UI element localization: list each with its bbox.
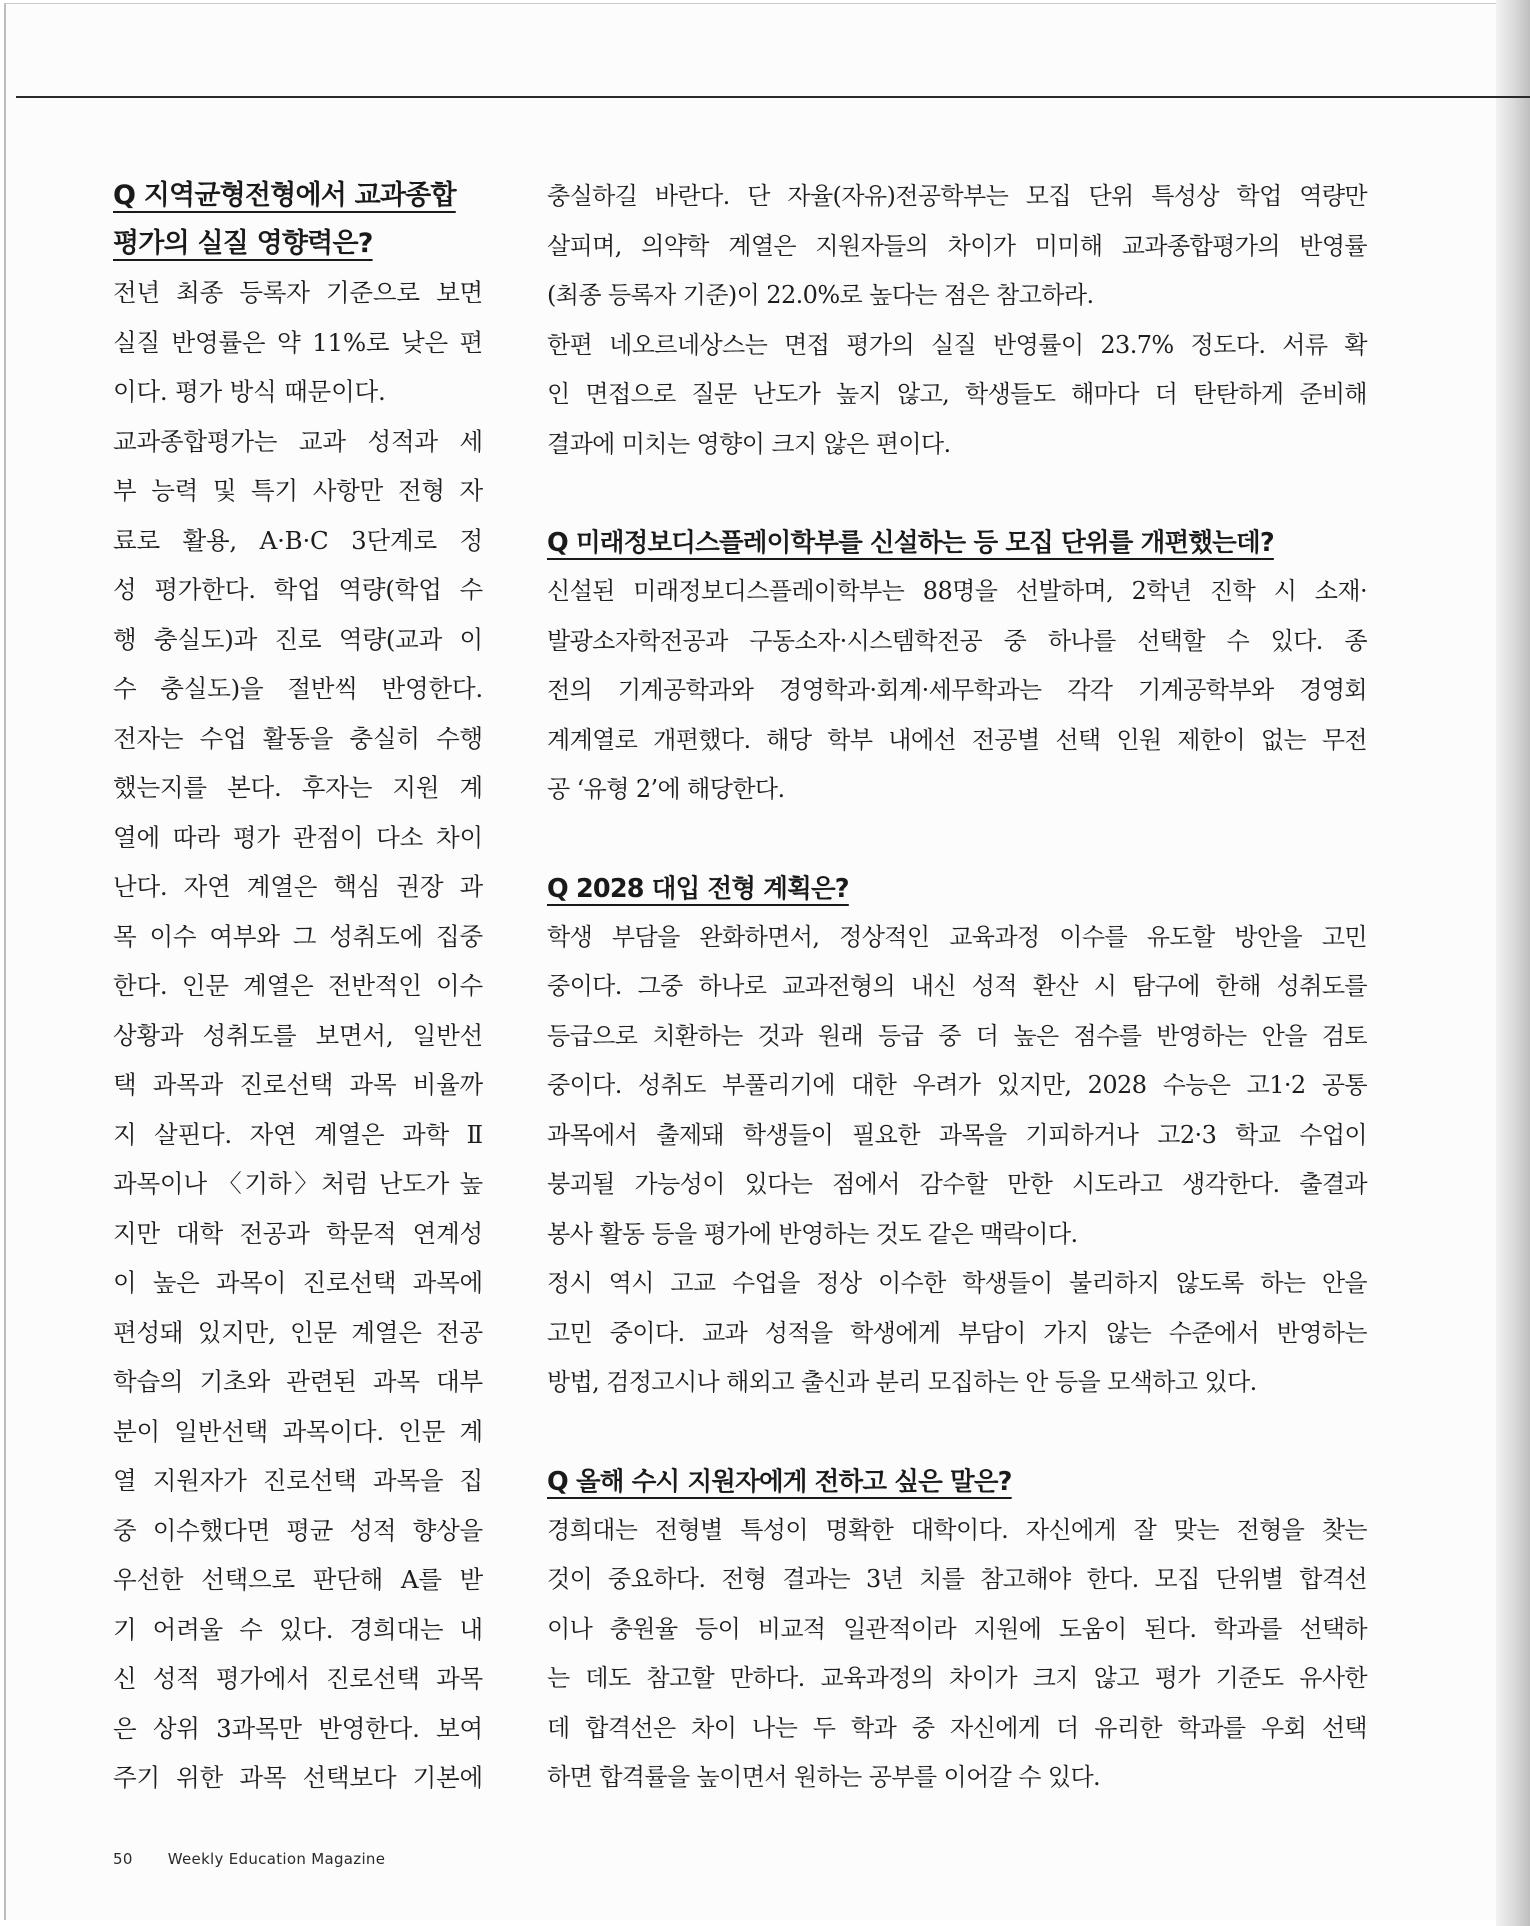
- text-line: 중이다. 그중 하나로 교과전형의 내신 성적 환산 시 탐구에 한해 성취도를: [547, 972, 1367, 1000]
- section-gap: [547, 815, 1367, 865]
- page-edge-shadow: [1496, 0, 1530, 1926]
- question-heading-1-line-2: 평가의 실질 영향력은?: [113, 228, 373, 259]
- text-line: 과목에서 출제돼 학생들이 필요한 과목을 기피하거나 고2·3 학교 수업이: [547, 1120, 1367, 1149]
- text-line: 분이 일반선택 과목이다. 인문 계: [113, 1416, 483, 1446]
- text-line: 주기 위한 과목 선택보다 기본에: [113, 1763, 483, 1792]
- magazine-name: Weekly Education Magazine: [167, 1850, 386, 1868]
- text-line: 중 이수했다면 평균 성적 향상을: [113, 1515, 483, 1545]
- question-heading-4: Q 올해 수시 지원자에게 전하고 싶은 말은?: [547, 1466, 1012, 1497]
- text-line: 인 면접으로 질문 난도가 높지 않고, 학생들도 해마다 더 탄탄하게 준비해: [547, 380, 1367, 408]
- text-line: 수 충실도)을 절반씩 반영한다.: [113, 674, 483, 703]
- text-line: 이나 충원율 등이 비교적 일관적이라 지원에 도움이 된다. 학과를 선택하: [547, 1614, 1367, 1643]
- text-line: 택 과목과 진로선택 과목 비율까: [113, 1070, 483, 1099]
- text-line: 한편 네오르네상스는 면접 평가의 실질 반영률이 23.7% 정도다. 서류 확: [547, 330, 1367, 359]
- answer-text-1: [113, 268, 483, 1803]
- text-line: 한다. 인문 계열은 전반적인 이수: [113, 971, 483, 1000]
- text-line: 상황과 성취도를 보면서, 일반선: [113, 1020, 483, 1050]
- text-line: 은 상위 3과목만 반영한다. 보여: [113, 1713, 483, 1743]
- text-line: 학습의 기초와 관련된 과목 대부: [113, 1367, 483, 1396]
- text-line: 우선한 선택으로 판단해 A를 받: [113, 1565, 483, 1594]
- text-line: 계계열로 개편했다. 해당 학부 내에선 전공별 선택 인원 제한이 없는 무전: [547, 725, 1367, 754]
- answer-text-1-continued: [547, 172, 1367, 469]
- qa-sections: [547, 469, 1367, 1803]
- text-line: 부 능력 및 특기 사항만 전형 자: [113, 476, 483, 505]
- text-line: 공 ‘유형 2’에 해당한다.: [547, 775, 785, 803]
- text-line: 학생 부담을 완화하면서, 정상적인 교육과정 이수를 유도할 방안을 고민: [547, 922, 1367, 951]
- section-gap: [547, 469, 1367, 519]
- text-line: 행 충실도)과 진로 역량(교과 이: [113, 624, 483, 654]
- text-line: 신 성적 평가에서 진로선택 과목: [113, 1664, 483, 1693]
- text-line: 고민 중이다. 교과 성적을 학생에게 부담이 가지 않는 수준에서 반영하는: [547, 1318, 1367, 1347]
- text-line: 실질 반영률은 약 11%로 낮은 편: [113, 327, 483, 357]
- text-line: 결과에 미치는 영향이 크지 않은 편이다.: [547, 429, 951, 458]
- text-line: 경희대는 전형별 특성이 명확한 대학이다. 자신에게 잘 맞는 전형을 찾는: [547, 1515, 1367, 1544]
- section-gap: [547, 1408, 1367, 1458]
- text-line: 열에 따라 평가 관점이 다소 차이: [113, 822, 483, 852]
- text-line: 살피며, 의약학 계열은 지원자들의 차이가 미미해 교과종합평가의 반영률: [547, 231, 1367, 260]
- right-column: [547, 172, 1367, 1803]
- text-line: 열 지원자가 진로선택 과목을 집: [113, 1466, 483, 1495]
- header-rule: [16, 96, 1530, 98]
- text-line: 교과종합평가는 교과 성적과 세: [113, 426, 483, 456]
- text-line: 는 데도 참고할 만하다. 교육과정의 차이가 크지 않고 평가 기준도 유사한: [547, 1664, 1367, 1692]
- text-line: 과목이나 〈기하〉처럼 난도가 높: [113, 1169, 483, 1198]
- question-heading-2: Q 미래정보디스플레이학부를 신설하는 등 모집 단위를 개편했는데?: [547, 528, 1274, 558]
- question-heading-3: Q 2028 대입 전형 계획은?: [547, 873, 849, 904]
- text-line: 이 높은 과목이 진로선택 과목에: [113, 1268, 483, 1297]
- text-line: 정시 역시 고교 수업을 정상 이수한 학생들이 불리하지 않도록 하는 안을: [547, 1269, 1367, 1297]
- text-line: 전년 최종 등록자 기준으로 보면: [113, 278, 483, 307]
- text-line: 충실하길 바란다. 단 자율(자유)전공학부는 모집 단위 특성상 학업 역량만: [547, 182, 1367, 210]
- text-line: 붕괴될 가능성이 있다는 점에서 감수할 만한 시도라고 생각한다. 출결과: [547, 1170, 1367, 1198]
- text-line: 성 평가한다. 학업 역량(학업 수: [113, 575, 483, 604]
- text-line: 하면 합격률을 높이면서 원하는 공부를 이어갈 수 있다.: [547, 1763, 1101, 1791]
- text-line: 목 이수 여부와 그 성취도에 집중: [113, 921, 483, 951]
- text-line: 것이 중요하다. 전형 결과는 3년 치를 참고해야 한다. 모집 단위별 합격선: [547, 1565, 1367, 1593]
- question-heading-1: Q 지역균형전형에서 교과종합: [113, 180, 456, 211]
- text-line: 전의 기계공학과와 경영학과·회계·세무학과는 각각 기계공학부와 경영회: [547, 676, 1367, 704]
- text-line: 난다. 자연 계열은 핵심 권장 과: [113, 872, 483, 901]
- text-line: 지 살핀다. 자연 계열은 과학 Ⅱ: [113, 1119, 483, 1149]
- left-column: [113, 172, 483, 1803]
- text-line: 방법, 검정고시나 해외고 출신과 분리 모집하는 안 등을 모색하고 있다.: [547, 1368, 1257, 1396]
- text-line: 편성돼 있지만, 인문 계열은 전공: [113, 1317, 483, 1347]
- text-line: 신설된 미래정보디스플레이학부는 88명을 선발하며, 2학년 진학 시 소재·: [547, 577, 1367, 605]
- text-line: 기 어려울 수 있다. 경희대는 내: [113, 1614, 483, 1644]
- text-line: 했는지를 본다. 후자는 지원 계: [113, 773, 483, 802]
- text-line: 전자는 수업 활동을 충실히 수행: [113, 723, 483, 753]
- text-line: 료로 활용, A·B·C 3단계로 정: [113, 525, 483, 555]
- text-line: 등급으로 치환하는 것과 원래 등급 중 더 높은 점수를 반영하는 안을 검토: [547, 1021, 1367, 1050]
- text-line: 이다. 평가 방식 때문이다.: [113, 377, 386, 406]
- text-line: 중이다. 성취도 부풀리기에 대한 우려가 있지만, 2028 수능은 고1·2 공통: [547, 1071, 1367, 1099]
- text-line: 데 합격선은 차이 나는 두 학과 중 자신에게 더 유리한 학과를 우회 선택: [547, 1713, 1367, 1742]
- page-number: 50: [113, 1850, 133, 1868]
- text-line: 발광소자학전공과 구동소자·시스템학전공 중 하나를 선택할 수 있다. 종: [547, 626, 1367, 655]
- page-footer: [113, 1850, 385, 1868]
- text-line: 봉사 활동 등을 평가에 반영하는 것도 같은 맥락이다.: [547, 1219, 1078, 1248]
- text-line: 지만 대학 전공과 학문적 연계성: [113, 1218, 483, 1248]
- text-line: (최종 등록자 기준)이 22.0%로 높다는 점은 참고하라.: [547, 281, 1094, 309]
